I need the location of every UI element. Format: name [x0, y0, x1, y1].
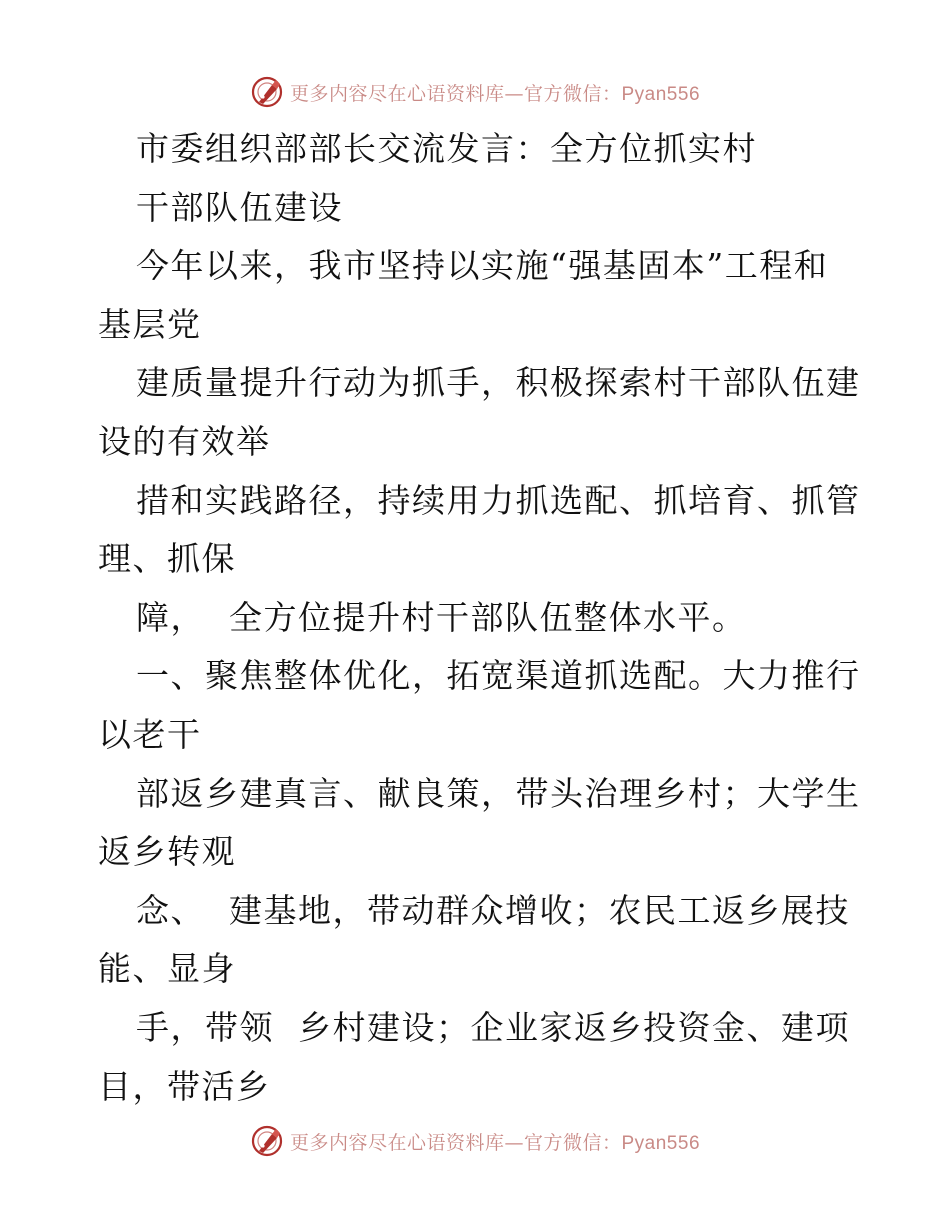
text-line: 以老干	[98, 714, 202, 754]
text-line: 措和实践路径，持续用力抓选配、抓培育、抓管	[136, 480, 861, 520]
pen-nib-logo-icon	[250, 1124, 284, 1158]
text-line: 部返乡建真言、献良策，带头治理乡村；大学生	[136, 773, 861, 813]
footer-watermark	[0, 1121, 950, 1161]
text-line: 设的有效举	[98, 421, 271, 461]
text-line: 基层党	[98, 304, 202, 344]
text-line: 今年以来，我市坚持以实施“强基固本”工程和	[136, 246, 829, 286]
text-line: 干部队伍建设	[136, 187, 343, 227]
text-line: 目，带活乡	[98, 1066, 271, 1106]
pen-nib-logo-icon	[250, 75, 284, 109]
watermark-text: 更多内容尽在心语资料库—官方微信：Pyan556	[289, 82, 701, 105]
text-line: 障， 全方位提升村干部队伍整体水平。	[136, 597, 747, 637]
text-line: 念、 建基地，带动群众增收；农民工返乡展技	[136, 890, 850, 930]
text-line: 理、抓保	[98, 539, 236, 579]
document-body	[98, 120, 861, 1116]
text-line: 手，带领 乡村建设；企业家返乡投资金、建项	[136, 1007, 850, 1047]
text-line: 市委组织部部长交流发言：全方位抓实村	[136, 129, 757, 168]
text-line: 能、显身	[98, 949, 236, 989]
header-watermark	[0, 72, 950, 112]
text-line: 建质量提升行动为抓手，积极探索村干部队伍建	[136, 363, 861, 403]
text-line: 返乡转观	[98, 832, 236, 872]
watermark-text: 更多内容尽在心语资料库—官方微信：Pyan556	[289, 1131, 701, 1154]
text-line: 一、聚焦整体优化，拓宽渠道抓选配。大力推行	[136, 656, 861, 696]
